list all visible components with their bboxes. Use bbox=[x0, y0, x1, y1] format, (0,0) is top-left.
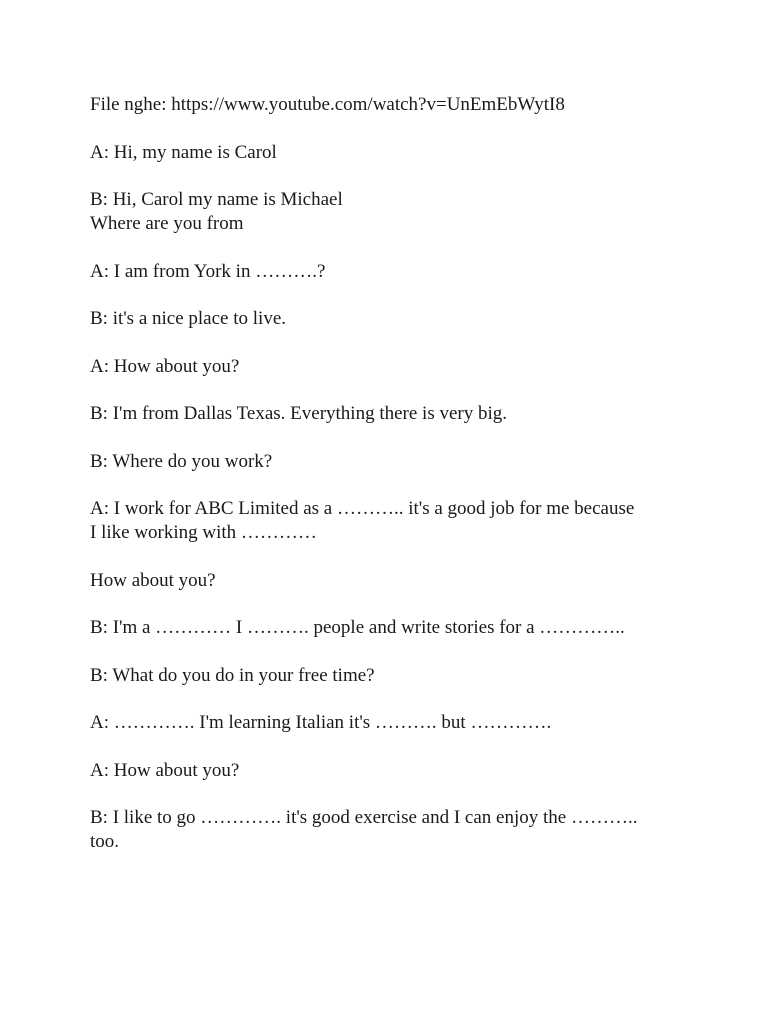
dialogue-text: A: I am from York in ……….? bbox=[90, 260, 326, 282]
dialogue-text: B: I'm a ………… I ………. people and write stories for a ………….. bbox=[90, 617, 625, 638]
dialogue-text: I like working with ………… bbox=[90, 522, 317, 543]
dialogue-text: Where are you from bbox=[90, 213, 244, 234]
dialogue-text: B: Where do you work? bbox=[90, 450, 273, 472]
dialogue-line bbox=[90, 355, 690, 379]
document-body bbox=[90, 93, 690, 878]
dialogue-text: B: What do you do in your free time? bbox=[90, 664, 375, 686]
dialogue-line bbox=[90, 450, 690, 474]
dialogue-line bbox=[90, 569, 690, 593]
audio-link-text: File nghe: https://www.youtube.com/watch?v=UnEmEbWytI8 bbox=[90, 94, 565, 115]
dialogue-text: A: I work for ABC Limited as a ……….. it's a good job for me because bbox=[90, 498, 635, 519]
dialogue-text: B: Hi, Carol my name is Michael bbox=[90, 189, 343, 210]
dialogue-line bbox=[90, 806, 690, 854]
dialogue-line bbox=[90, 759, 690, 783]
dialogue-text: B: I'm from Dallas Texas. Everything there is very big. bbox=[90, 403, 508, 424]
dialogue-text: A: Hi, my name is Carol bbox=[90, 141, 277, 163]
dialogue-text: B: it's a nice place to live. bbox=[90, 308, 287, 329]
dialogue-text: A: How about you? bbox=[90, 355, 240, 377]
dialogue-line bbox=[90, 307, 690, 331]
dialogue-text: A: How about you? bbox=[90, 759, 240, 781]
dialogue-text: too. bbox=[90, 831, 120, 852]
dialogue-line bbox=[90, 497, 690, 545]
dialogue-line bbox=[90, 616, 690, 640]
dialogue-text: How about you? bbox=[90, 569, 216, 591]
dialogue-line bbox=[90, 402, 690, 426]
dialogue-line bbox=[90, 141, 690, 165]
dialogue-text: B: I like to go …………. it's good exercise and I can enjoy the ……….. bbox=[90, 807, 638, 828]
dialogue-line bbox=[90, 711, 690, 735]
dialogue-text: A: …………. I'm learning Italian it's ………. but …………. bbox=[90, 712, 552, 733]
dialogue-line bbox=[90, 188, 690, 236]
audio-link-line bbox=[90, 93, 690, 117]
dialogue-line bbox=[90, 260, 690, 284]
dialogue-line bbox=[90, 664, 690, 688]
